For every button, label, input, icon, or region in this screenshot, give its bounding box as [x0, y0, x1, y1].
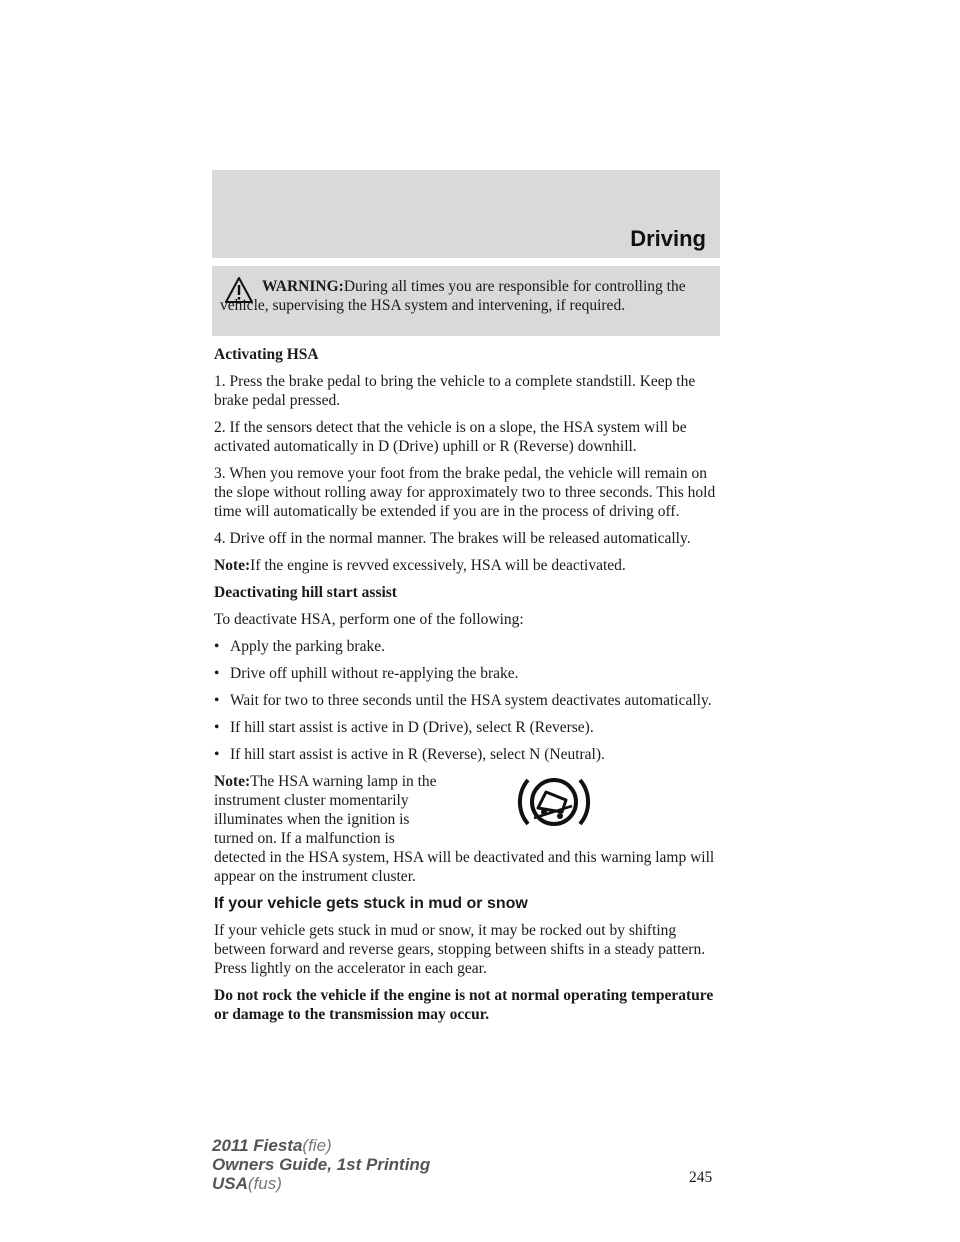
- warning-box: [212, 266, 720, 336]
- list-item: • Drive off uphill without re-applying the brake.: [214, 665, 519, 682]
- activating-note: [214, 556, 722, 575]
- deactivating-intro: To deactivate HSA, perform one of the following:: [214, 611, 524, 628]
- section-title: Driving: [630, 226, 706, 251]
- deactivating-heading: Deactivating hill start assist: [214, 584, 397, 601]
- note-label: Note:: [214, 557, 251, 574]
- warning-body: During all times you are responsible for controlling the vehicle, supervising the HSA system and intervening, if required.: [220, 278, 686, 314]
- note-label: Note:: [214, 773, 251, 790]
- list-item: • If hill start assist is active in R (Reverse), select N (Neutral).: [214, 746, 605, 763]
- page-number: 245: [689, 1169, 713, 1186]
- hsa-lamp-note: [214, 772, 722, 886]
- hsa-note-wide: detected in the HSA system, HSA will be deactivated and this warning lamp will appear on the instrument cluster.: [214, 849, 715, 885]
- note-text: The HSA warning lamp in the instrument cluster momentarily illuminates when the ignition is turned on. If a malfunction is: [214, 773, 437, 847]
- warning-label: WARNING:: [262, 278, 344, 295]
- list-item: • If hill start assist is active in D (Drive), select R (Reverse).: [214, 719, 594, 736]
- warning-text: [220, 277, 712, 315]
- note-text: If the engine is revved excessively, HSA will be deactivated.: [250, 557, 626, 574]
- list-item: • Wait for two to three seconds until the HSA system deactivates automatically.: [214, 692, 712, 709]
- stuck-warning: Do not rock the vehicle if the engine is not at normal operating temperature or damage to the transmission may occur.: [214, 987, 714, 1023]
- list-item: • Apply the parking brake.: [214, 638, 385, 655]
- stuck-text: If your vehicle gets stuck in mud or snow, it may be rocked out by shifting between forward and reverse gears, stopping between shifts in a steady pattern. Press lightly on the accelerator in each gear.: [214, 922, 706, 977]
- footer-line-2: Owners Guide, 1st Printing: [212, 1155, 431, 1174]
- hsa-note-narrow: [214, 772, 444, 848]
- main-content: [214, 345, 722, 1032]
- activating-step-4: 4. Drive off in the normal manner. The brakes will be released automatically.: [214, 530, 691, 547]
- footer-line-3: USA(fus): [212, 1174, 282, 1193]
- activating-heading: Activating HSA: [214, 346, 319, 363]
- activating-step-2: 2. If the sensors detect that the vehicle is on a slope, the HSA system will be activated automatically in D (Drive) uphill or R (Reverse) downhill.: [214, 419, 687, 455]
- activating-step-1: 1. Press the brake pedal to bring the vehicle to a complete standstill. Keep the brake pedal pressed.: [214, 373, 696, 409]
- activating-step-3: 3. When you remove your foot from the brake pedal, the vehicle will remain on the slope without rolling away for approximately two to three seconds. This hold time will automatically be extended if you are in the process of driving off.: [214, 465, 716, 520]
- hsa-warning-lamp-icon: [506, 770, 602, 834]
- stuck-heading: If your vehicle gets stuck in mud or snow: [214, 895, 528, 912]
- footer: [212, 1136, 430, 1193]
- section-header: [212, 170, 720, 258]
- footer-line-1: 2011 Fiesta(fie): [212, 1136, 332, 1155]
